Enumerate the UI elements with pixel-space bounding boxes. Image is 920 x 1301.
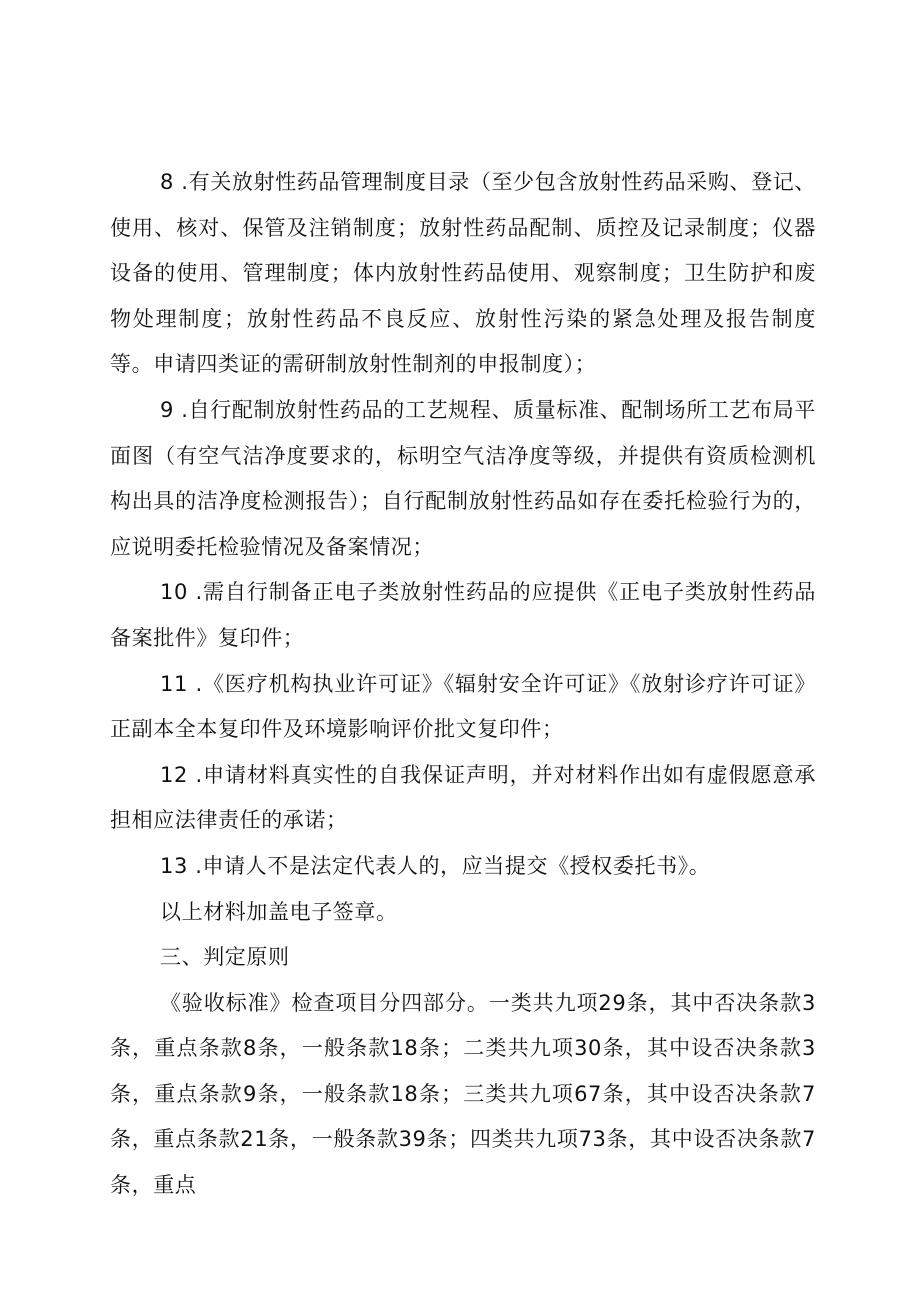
list-item-10: 10 .需自行制备正电子类放射性药品的应提供《正电子类放射性药品备案批件》复印件； — [110, 580, 816, 650]
list-item-12: 12 .申请材料真实性的自我保证声明，并对材料作出如有虚假愿意承担相应法律责任的承诺； — [110, 762, 816, 833]
seal-note: 以上材料加盖电子签章。 — [160, 899, 398, 924]
list-item-8: 8 .有关放射性药品管理制度目录（至少包含放射性药品采购、登记、使用、核对、保管及注销制度；放射性药品配制、质控及记录制度；仪器设备的使用、管理制度；体内放射性药品使用、观察制度；卫生防护和废物处理制度；放射性药品不良反应、放射性污染的紧急处理及报告制度等。申请四类证的需研制放射性制剂的申报制度）； — [110, 170, 816, 377]
list-item-9: 9 .自行配制放射性药品的工艺规程、质量标准、配制场所工艺布局平面图（有空气洁净度要求的，标明空气洁净度等级，并提供有资质检测机构出具的洁净度检测报告）；自行配制放射性药品如存在委托检验行为的，应说明委托检验情况及备案情况； — [110, 397, 816, 559]
list-item-11: 11 .《医疗机构执业许可证》《辐射安全许可证》《放射诊疗许可证》正副本全本复印件及环境影响评价批文复印件； — [110, 671, 816, 742]
document-body — [110, 160, 816, 1209]
section-heading: 三、判定原则 — [160, 945, 290, 970]
judgement-paragraph: 《验收标准》检查项目分四部分。一类共九项29条，其中否决条款3条，重点条款8条，一般条款18条；二类共九项30条，其中设否决条款3条，重点条款9条，一般条款18条；三类共九项67条，其中设否决条款7条，重点条款21条，一般条款39条；四类共九项73条，其中设否决条款7条，重点 — [110, 990, 816, 1198]
list-item-13: 13 .申请人不是法定代表人的，应当提交《授权委托书》。 — [160, 853, 711, 878]
